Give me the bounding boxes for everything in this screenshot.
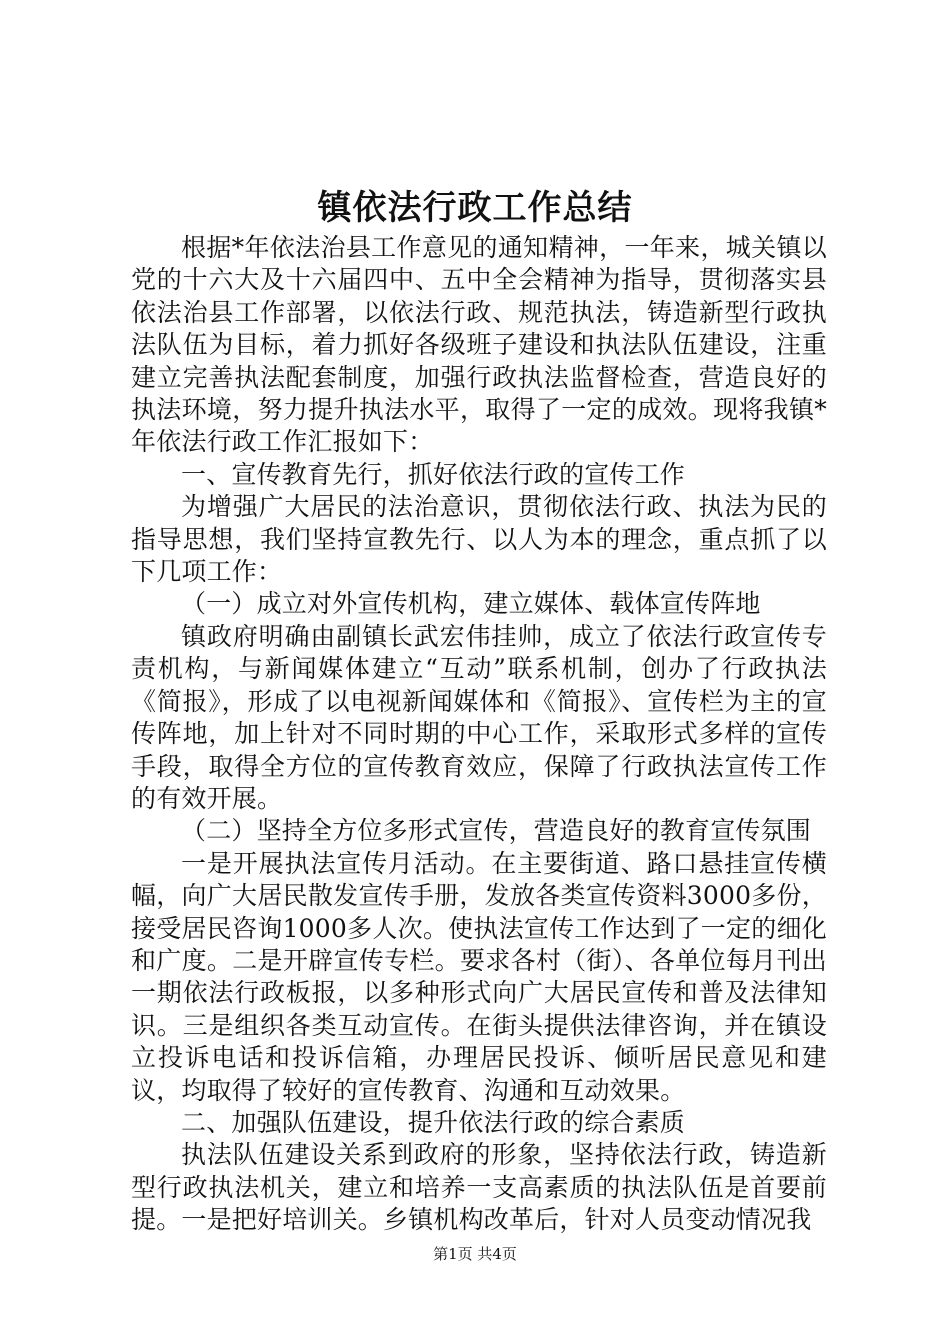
paragraph-intro: 根据*年依法治县工作意见的通知精神，一年来，城关镇以党的十六大及十六届四中、五中全会精神为指导，贯彻落实县依法治县工作部署，以依法行政、规范执法，铸造新型行政执法队伍为目标，着力抓好各级班子建设和执法队伍建设，注重建立完善执法配套制度，加强行政执法监督检查，营造良好的执法环境，努力提升执法水平，取得了一定的成效。现将我镇*年依法行政工作汇报如下： (131, 233, 827, 457)
document-body (131, 232, 827, 1237)
heading-section-2: 二、加强队伍建设，提升依法行政的综合素质 (181, 1107, 686, 1137)
heading-section-1: 一、宣传教育先行，抓好依法行政的宣传工作 (181, 459, 686, 489)
paragraph-section-2: 执法队伍建设关系到政府的形象，坚持依法行政，铸造新型行政执法机关，建立和培养一支高素质的执法队伍是首要前提。一是把好培训关。乡镇机构改革后，针对人员变动情况我 (131, 1140, 827, 1235)
document-title: 镇依法行政工作总结 (317, 188, 633, 228)
paragraph-section-1-intro: 为增强广大居民的法治意识，贯彻依法行政、执法为民的指导思想，我们坚持宣教先行、以人为本的理念，重点抓了以下几项工作： (131, 492, 827, 587)
paragraph-subsection-1-2: 一是开展执法宣传月活动。在主要街道、路口悬挂宣传横幅，向广大居民散发宣传手册，发放各类宣传资料3000多份，接受居民咨询1000多人次。使执法宣传工作达到了一定的细化和广度。二是开辟宣传专栏。要求各村（街）、各单位每月刊出一期依法行政板报，以多种形式向广大居民宣传和普及法律知识。三是组织各类互动宣传。在街头提供法律咨询，并在镇设立投诉电话和投诉信箱，办理居民投诉、倾听居民意见和建议，均取得了较好的宣传教育、沟通和互动效果。 (131, 848, 827, 1105)
heading-subsection-1-2: （二）坚持全方位多形式宣传，营造良好的教育宣传氛围 (181, 816, 812, 846)
heading-subsection-1-1: （一）成立对外宣传机构，建立媒体、载体宣传阵地 (181, 589, 761, 619)
page-footer: 第1页 共4页 (433, 1245, 517, 1263)
paragraph-subsection-1-1: 镇政府明确由副镇长武宏伟挂帅，成立了依法行政宣传专责机构，与新闻媒体建立“互动”联系机制，创办了行政执法《简报》，形成了以电视新闻媒体和《简报》、宣传栏为主的宣传阵地，加上针对不同时期的中心工作，采取形式多样的宣传手段，取得全方位的宣传教育效应，保障了行政执法宣传工作的有效开展。 (131, 621, 827, 813)
